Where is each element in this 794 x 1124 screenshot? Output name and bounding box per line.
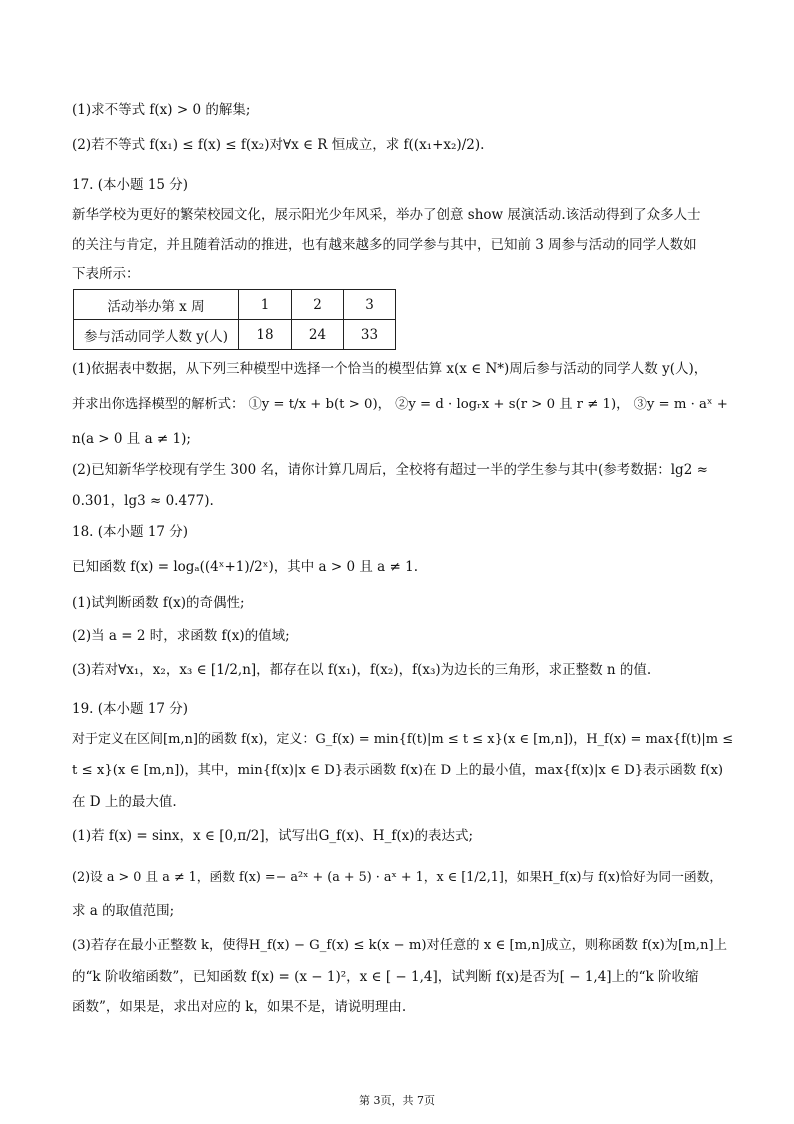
table-cell: 参与活动同学人数 y(人) xyxy=(74,320,239,350)
table-cell: 2 xyxy=(292,290,344,320)
text-line: 对于定义在区间[m,n]的函数 f(x)，定义：G_f(x) = min{f(t)|m ≤ t ≤ x}(x ∈ [m,n])，H_f(x) = max{f(t)|m ≤ xyxy=(72,732,734,747)
table-cell: 3 xyxy=(344,290,396,320)
text-line: t ≤ x}(x ∈ [m,n])，其中，min{f(x)|x ∈ D}表示函数 f(x)在 D 上的最小值，max{f(x)|x ∈ D}表示函数 f(x) xyxy=(72,763,724,778)
table-row xyxy=(74,290,396,320)
text-line: (3)若对∀x₁，x₂，x₃ ∈ [1/2,n]，都存在以 f(x₁)，f(x₂)，f(x₃)为边长的三角形，求正整数 n 的值. xyxy=(72,662,652,678)
text-line: 并求出你选择模型的解析式： ①y = t/x + b(t > 0)， ②y = d · logᵣx + s(r > 0 且 r ≠ 1)， ③y = m · aˣ + xyxy=(72,397,728,412)
text-line: (1)若 f(x) = sinx，x ∈ [0,π/2]，试写出G_f(x)、H_f(x)的表达式; xyxy=(72,828,474,844)
table-cell: 18 xyxy=(239,320,292,350)
text-line: 的“k 阶收缩函数”，已知函数 f(x) = (x − 1)²，x ∈ [ − 1,4]，试判断 f(x)是否为[ − 1,4]上的“k 阶收缩 xyxy=(72,969,699,985)
text-line: 0.301，lg3 ≈ 0.477). xyxy=(72,493,214,509)
text-line: (2)若不等式 f(x₁) ≤ f(x) ≤ f(x₂)对∀x ∈ R 恒成立，求 f((x₁+x₂)/2). xyxy=(72,137,485,153)
text-line: (1)试判断函数 f(x)的奇偶性; xyxy=(72,595,245,611)
question-heading: 18. (本小题 17 分) xyxy=(72,524,189,540)
text-line: 下表所示： xyxy=(72,266,140,282)
text-line: (2)设 a > 0 且 a ≠ 1，函数 f(x) =− a²ˣ + (a + 5) · aˣ + 1，x ∈ [1/2,1]，如果H_f(x)与 f(x)恰好为同一函数， xyxy=(72,870,723,885)
text-line: (2)已知新华学校现有学生 300 名，请你计算几周后，全校将有超过一半的学生参与其中(参考数据：lg2 ≈ xyxy=(72,462,708,478)
table-cell: 24 xyxy=(292,320,344,350)
text-line: (2)当 a = 2 时，求函数 f(x)的值域; xyxy=(72,628,290,644)
text-line: 函数”，如果是，求出对应的 k，如果不是，请说明理由. xyxy=(72,999,407,1015)
text-line: 求 a 的取值范围; xyxy=(72,903,175,919)
text-line: 新华学校为更好的繁荣校园文化，展示阳光少年风采，举办了创意 show 展演活动.该活动得到了众多人士 xyxy=(72,207,701,223)
question-heading: 17. (本小题 15 分) xyxy=(72,177,189,193)
data-table xyxy=(73,289,396,350)
text-line: (1)依据表中数据，从下列三种模型中选择一个恰当的模型估算 x(x ∈ N*)周后参与活动的同学人数 y(人)， xyxy=(72,361,708,377)
table-cell: 1 xyxy=(239,290,292,320)
text-line: (1)求不等式 f(x) > 0 的解集; xyxy=(72,102,251,118)
text-line: n(a > 0 且 a ≠ 1); xyxy=(72,431,191,447)
text-line: 已知函数 f(x) = logₐ((4ˣ+1)/2ˣ)，其中 a > 0 且 a ≠ 1. xyxy=(72,559,418,575)
text-line: 在 D 上的最大值. xyxy=(72,794,177,810)
question-heading: 19. (本小题 17 分) xyxy=(72,701,189,717)
table-row xyxy=(74,320,396,350)
table-cell: 活动举办第 x 周 xyxy=(74,290,239,320)
text-line: 的关注与肯定，并且随着活动的推进，也有越来越多的同学参与其中，已知前 3 周参与活动的同学人数如 xyxy=(72,237,697,253)
text-line: (3)若存在最小正整数 k，使得H_f(x) − G_f(x) ≤ k(x − m)对任意的 x ∈ [m,n]成立，则称函数 f(x)为[m,n]上 xyxy=(72,938,727,953)
table-cell: 33 xyxy=(344,320,396,350)
page-footer: 第 3页，共 7页 xyxy=(359,1094,435,1107)
